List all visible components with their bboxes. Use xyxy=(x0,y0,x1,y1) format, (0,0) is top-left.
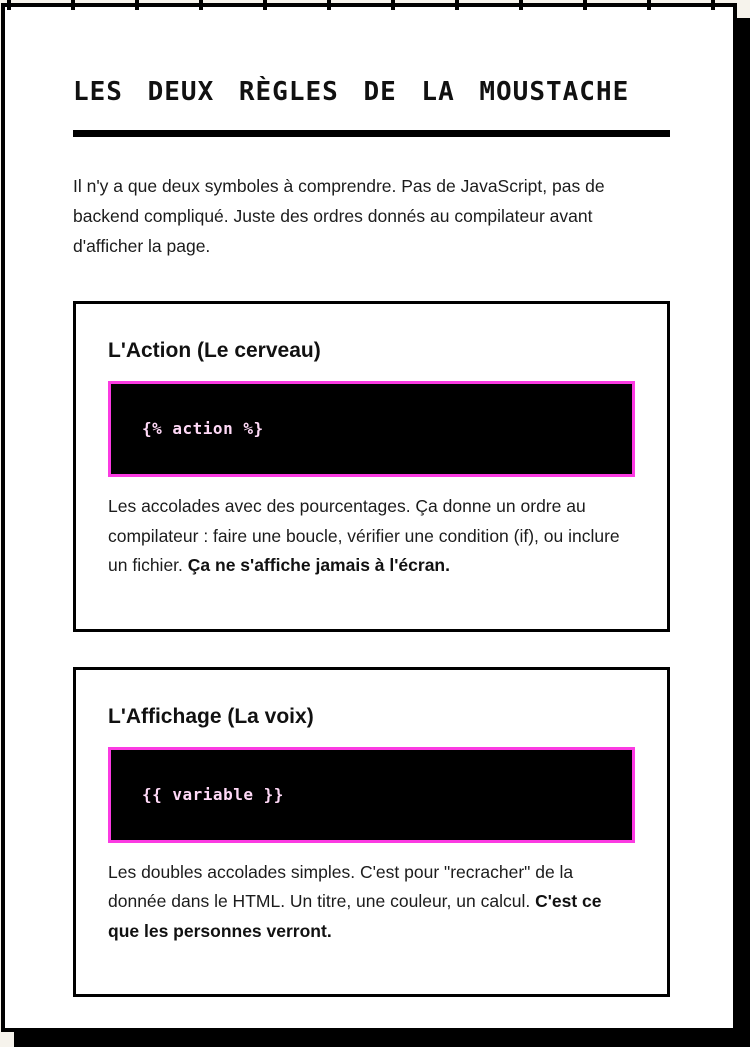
ruler-ticks xyxy=(0,0,750,10)
card-heading: L'Affichage (La voix) xyxy=(108,704,314,728)
rule-card-action xyxy=(73,301,670,632)
tick-mark xyxy=(327,0,331,10)
code-block xyxy=(108,381,635,477)
title-divider xyxy=(73,130,670,137)
code-text: {% action %} xyxy=(142,419,264,438)
rule-card-affichage xyxy=(73,667,670,998)
tick-mark xyxy=(711,0,715,10)
tick-mark xyxy=(391,0,395,10)
card-description xyxy=(108,492,635,581)
card-description xyxy=(108,858,635,947)
page-content xyxy=(5,7,733,997)
code-block xyxy=(108,747,635,843)
tick-mark xyxy=(135,0,139,10)
page-card xyxy=(1,3,737,1032)
tick-mark xyxy=(263,0,267,10)
page-title: LES DEUX RÈGLES DE LA MOUSTACHE xyxy=(73,77,630,107)
tick-mark xyxy=(199,0,203,10)
description-bold-note: C'est ce que les personnes verront. xyxy=(108,891,602,941)
description-text: Les accolades avec des pourcentages. Ça donne un ordre au compilateur : faire une boucle, vérifier une condition (if), ou inclure un fichier. xyxy=(108,496,620,575)
tick-mark xyxy=(647,0,651,10)
code-text: {{ variable }} xyxy=(142,784,284,804)
tick-mark xyxy=(7,0,11,10)
tick-mark xyxy=(71,0,75,10)
description-text: Les doubles accolades simples. C'est pour "recracher" de la donnée dans le HTML. Un titre, une couleur, un calcul. xyxy=(108,861,574,911)
tick-mark xyxy=(519,0,523,10)
description-bold-note: Ça ne s'affiche jamais à l'écran. xyxy=(187,555,450,575)
card-heading: L'Action (Le cerveau) xyxy=(108,339,321,362)
tick-mark xyxy=(455,0,459,10)
tick-mark xyxy=(583,0,587,10)
intro-paragraph: Il n'y a que deux symboles à comprendre. Pas de JavaScript, pas de backend compliqué. Juste des ordres donnés au compilateur avant d'afficher la page. xyxy=(73,176,605,256)
